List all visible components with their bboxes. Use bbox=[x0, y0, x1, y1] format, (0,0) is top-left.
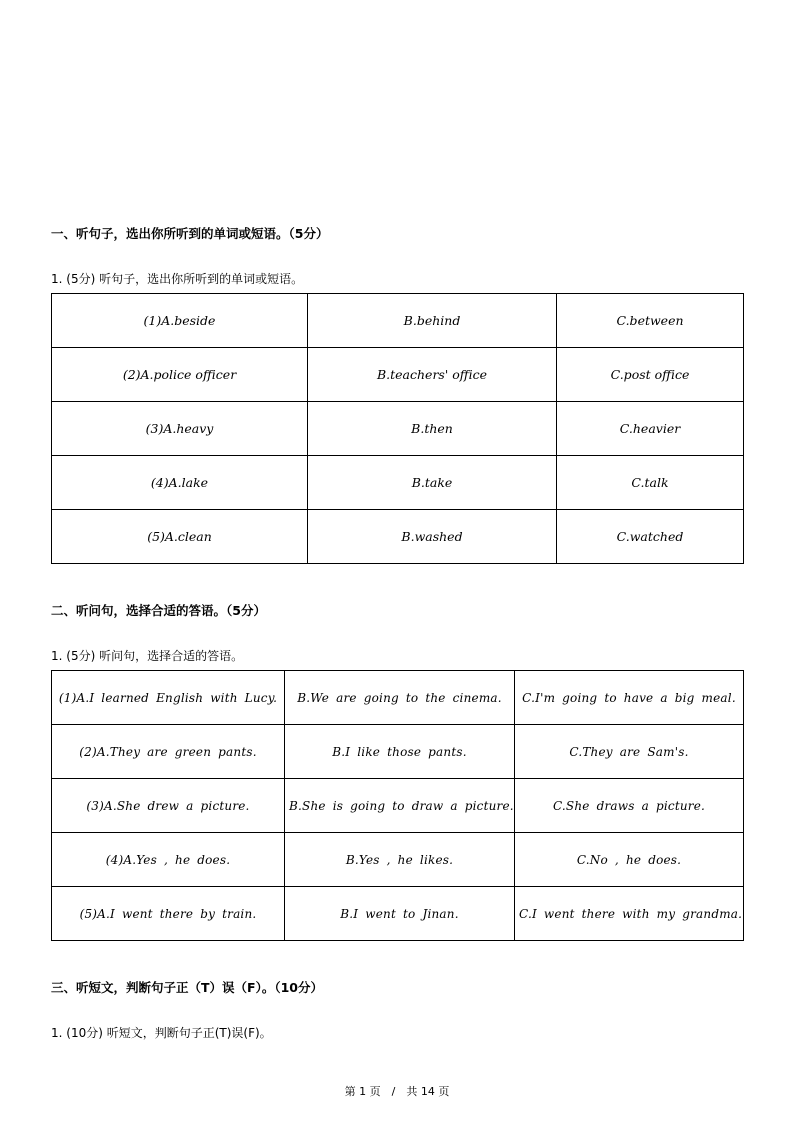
option-cell: C.They are Sam's. bbox=[515, 725, 744, 779]
option-cell: B.She is going to draw a picture. bbox=[285, 779, 515, 833]
section-3-question: 1. (10分) 听短文，判断句子正(T)误(F)。 bbox=[51, 1026, 272, 1040]
section-1-question: 1. (5分) 听句子，选出你所听到的单词或短语。 bbox=[51, 272, 304, 286]
section-1-options-table bbox=[51, 293, 744, 564]
table-row bbox=[52, 294, 744, 348]
option-cell: B.then bbox=[308, 402, 557, 456]
option-cell: (2)A.They are green pants. bbox=[52, 725, 285, 779]
option-cell: C.I went there with my grandma. bbox=[515, 887, 744, 941]
table-row bbox=[52, 402, 744, 456]
option-cell: C.She draws a picture. bbox=[515, 779, 744, 833]
option-cell: C.I'm going to have a big meal. bbox=[515, 671, 744, 725]
option-cell: C.between bbox=[557, 294, 744, 348]
table-row bbox=[52, 833, 744, 887]
table-row bbox=[52, 348, 744, 402]
option-cell: B.washed bbox=[308, 510, 557, 564]
option-cell: (4)A.lake bbox=[52, 456, 308, 510]
table-row bbox=[52, 671, 744, 725]
option-cell: B.teachers' office bbox=[308, 348, 557, 402]
page-number-footer: 第 1 页 / 共 14 页 bbox=[344, 1085, 450, 1098]
section-3-title: 三、听短文，判断句子正（T）误（F）。（10分） bbox=[51, 980, 323, 995]
option-cell: (1)A.I learned English with Lucy. bbox=[52, 671, 285, 725]
option-cell: B.Yes , he likes. bbox=[285, 833, 515, 887]
option-cell: (5)A.clean bbox=[52, 510, 308, 564]
option-cell: (4)A.Yes , he does. bbox=[52, 833, 285, 887]
section-2-options-table bbox=[51, 670, 744, 941]
section-1-title: 一、听句子，选出你所听到的单词或短语。（5分） bbox=[51, 226, 329, 241]
option-cell: (1)A.beside bbox=[52, 294, 308, 348]
option-cell: (3)A.heavy bbox=[52, 402, 308, 456]
option-cell: C.heavier bbox=[557, 402, 744, 456]
option-cell: (2)A.police officer bbox=[52, 348, 308, 402]
option-cell: B.I went to Jinan. bbox=[285, 887, 515, 941]
option-cell: (3)A.She drew a picture. bbox=[52, 779, 285, 833]
option-cell: (5)A.I went there by train. bbox=[52, 887, 285, 941]
table-row bbox=[52, 510, 744, 564]
option-cell: C.post office bbox=[557, 348, 744, 402]
option-cell: C.watched bbox=[557, 510, 744, 564]
option-cell: B.We are going to the cinema. bbox=[285, 671, 515, 725]
table-row bbox=[52, 456, 744, 510]
table-row bbox=[52, 779, 744, 833]
option-cell: B.behind bbox=[308, 294, 557, 348]
option-cell: B.take bbox=[308, 456, 557, 510]
option-cell: C.talk bbox=[557, 456, 744, 510]
table-row bbox=[52, 725, 744, 779]
section-2-title: 二、听问句，选择合适的答语。（5分） bbox=[51, 603, 266, 618]
table-row bbox=[52, 887, 744, 941]
option-cell: C.No , he does. bbox=[515, 833, 744, 887]
section-2-question: 1. (5分) 听问句，选择合适的答语。 bbox=[51, 649, 244, 663]
option-cell: B.I like those pants. bbox=[285, 725, 515, 779]
